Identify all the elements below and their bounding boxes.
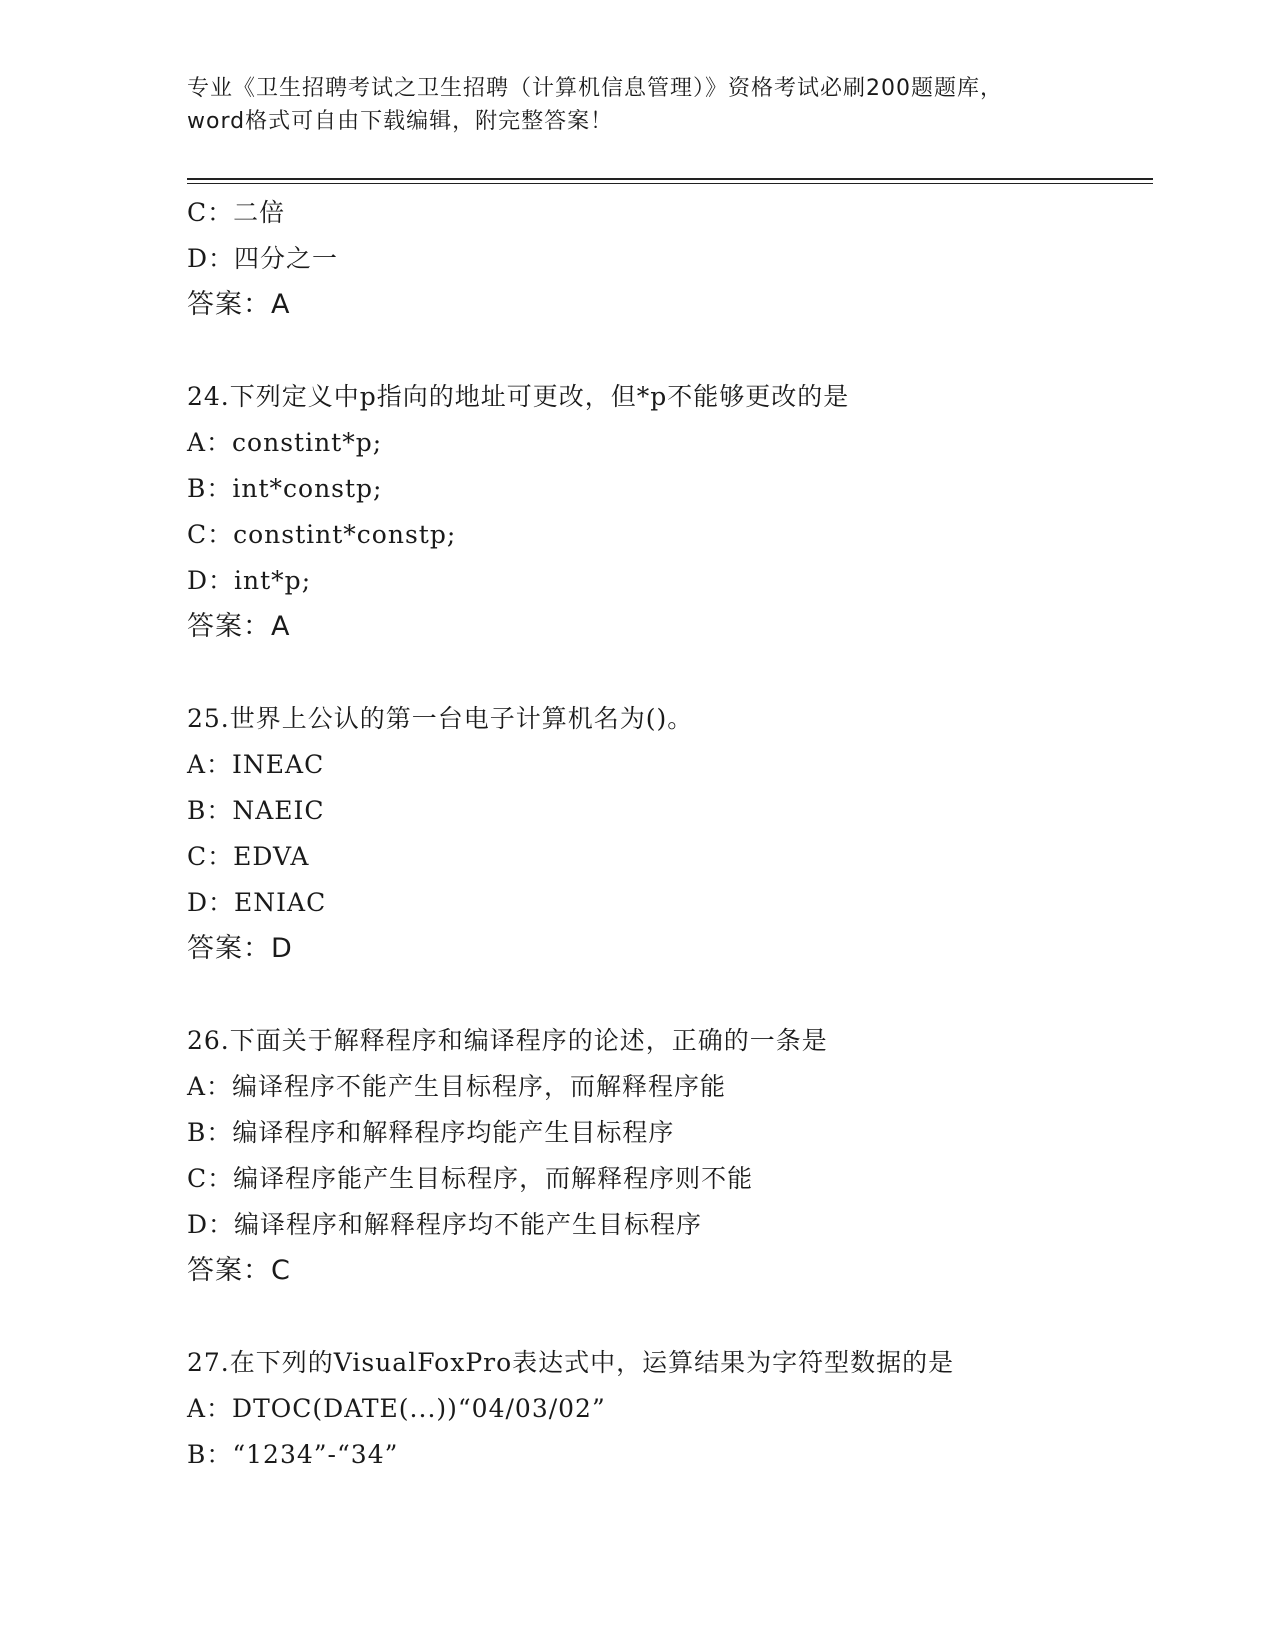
answer-line: 答案：D: [187, 933, 293, 964]
option-a: A：constint*p;: [187, 428, 383, 457]
answer-line: 答案：A: [187, 289, 291, 320]
option-d: D：ENIAC: [187, 888, 327, 917]
question-title: 24.下列定义中p指向的地址可更改，但*p不能够更改的是: [187, 382, 850, 411]
header-title-line-1: 专业《卫生招聘考试之卫生招聘（计算机信息管理）》资格考试必刷200题题库，: [187, 76, 1003, 101]
option-a: A：DTOC(DATE(...))“04/03/02”: [187, 1394, 606, 1423]
header-divider-thick: [187, 178, 1153, 180]
option-c: C：编译程序能产生目标程序，而解释程序则不能: [187, 1164, 754, 1193]
option-b: B：int*constp;: [187, 474, 383, 503]
option-a: A：INEAC: [187, 750, 325, 779]
question-23-continuation: [187, 190, 1153, 328]
option-b: B：编译程序和解释程序均能产生目标程序: [187, 1118, 675, 1147]
option-b: B：NAEIC: [187, 796, 325, 825]
question-title: 26.下面关于解释程序和编译程序的论述，正确的一条是: [187, 1026, 828, 1055]
question-title: 27.在下列的VisualFoxPro表达式中，运算结果为字符型数据的是: [187, 1348, 955, 1377]
header-divider-thin: [187, 183, 1153, 184]
question-list: [187, 190, 1153, 1478]
answer-line: 答案：C: [187, 1255, 291, 1286]
option-d: D：四分之一: [187, 244, 339, 273]
header-title-line-2: word格式可自由下载编辑，附完整答案！: [187, 109, 614, 134]
option-c: C：二倍: [187, 198, 286, 227]
question-25: [187, 696, 1153, 972]
answer-line: 答案：A: [187, 611, 291, 642]
option-c: C：constint*constp;: [187, 520, 457, 549]
option-d: D：int*p;: [187, 566, 312, 595]
question-title: 25.世界上公认的第一台电子计算机名为()。: [187, 704, 694, 733]
question-27: [187, 1340, 1153, 1478]
option-c: C：EDVA: [187, 842, 310, 871]
option-b: B：“1234”-“34”: [187, 1440, 399, 1469]
question-24: [187, 374, 1153, 650]
question-26: [187, 1018, 1153, 1294]
document-header: [187, 72, 1087, 138]
option-d: D：编译程序和解释程序均不能产生目标程序: [187, 1210, 703, 1239]
option-a: A：编译程序不能产生目标程序，而解释程序能: [187, 1072, 727, 1101]
